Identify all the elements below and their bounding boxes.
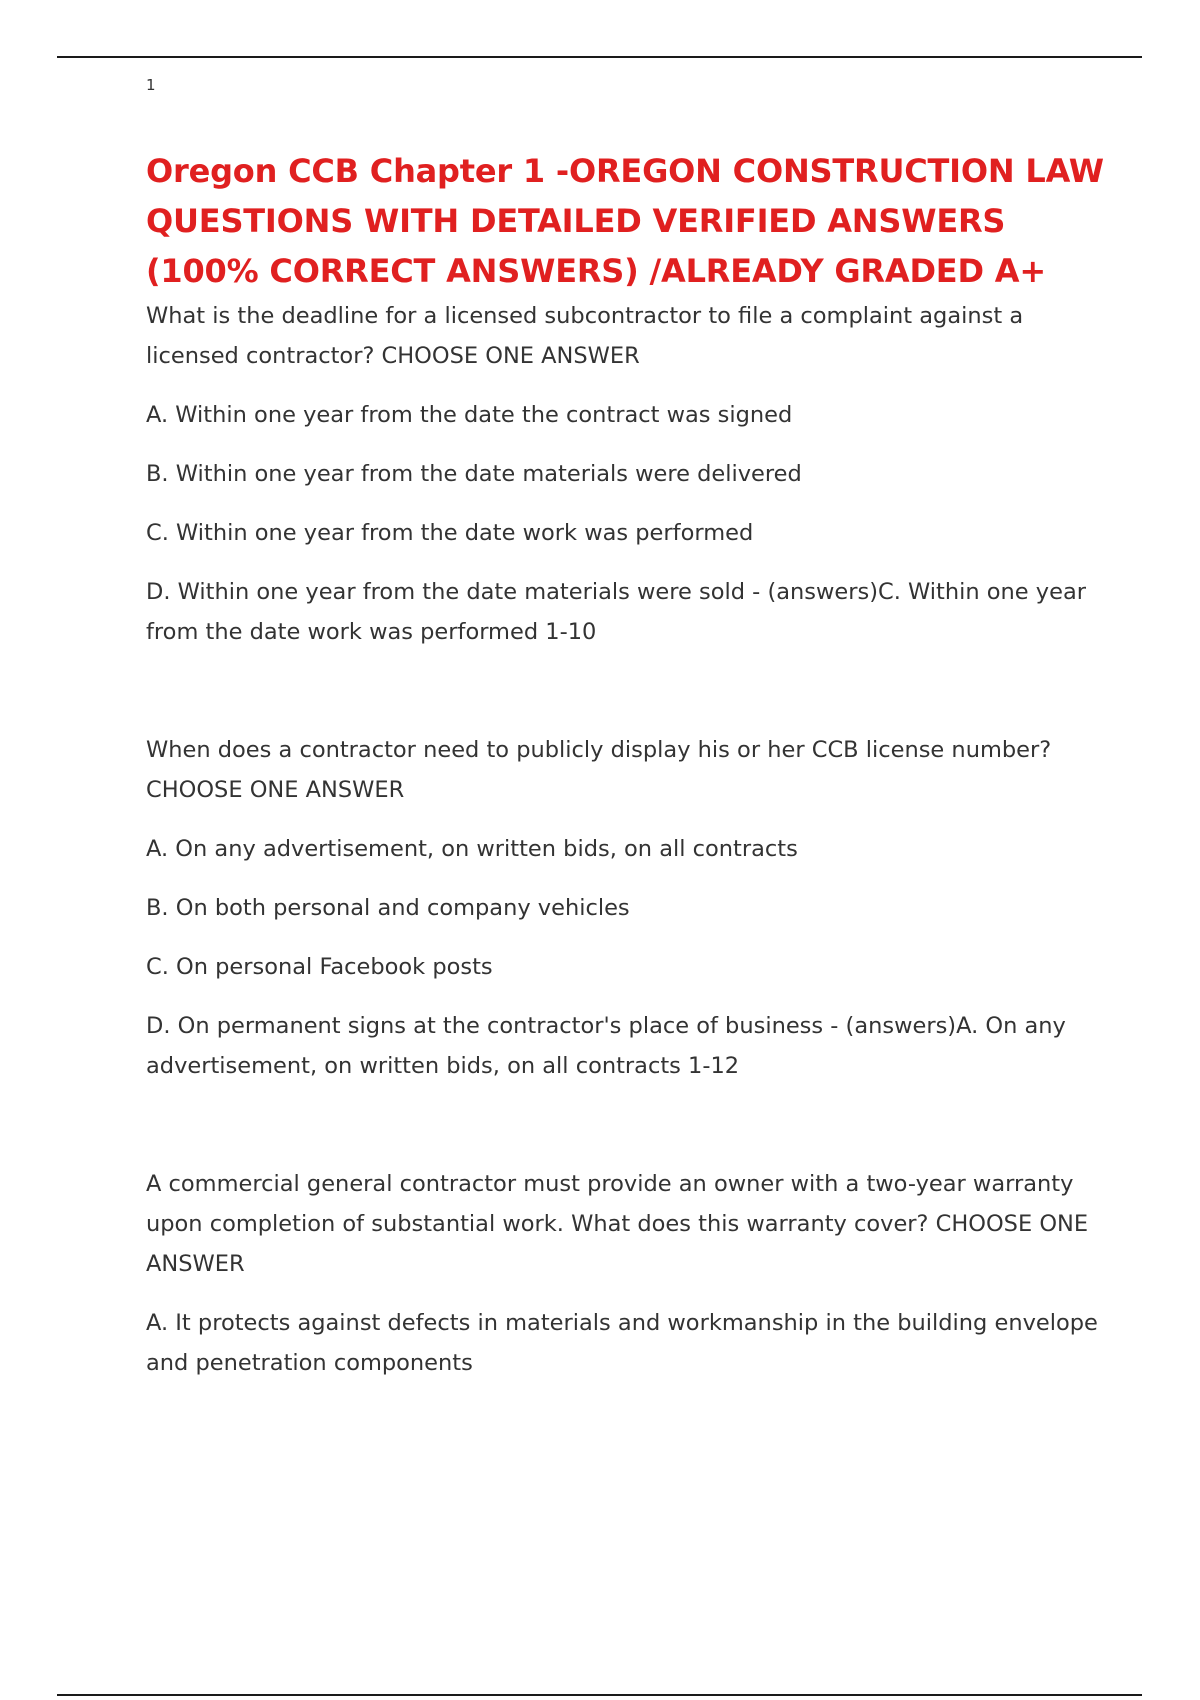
question-block-2 [146,730,1106,1086]
document-title: Oregon CCB Chapter 1 -OREGON CONSTRUCTION LAW QUESTIONS WITH DETAILED VERIFIED ANSWERS (100% CORRECT ANSWERS) /ALREADY GRADED A+ [146,152,1104,290]
answer-option-a: A. It protects against defects in materials and workmanship in the building envelope and penetration components [146,1310,1098,1376]
answer-option-a: A. On any advertisement, on written bids, on all contracts [146,836,798,862]
answer-option-d: D. On permanent signs at the contractor's place of business - (answers)A. On any advertisement, on written bids, on all contracts 1-12 [146,1013,1066,1079]
question-text: A commercial general contractor must provide an owner with a two-year warranty upon completion of substantial work. What does this warranty cover? CHOOSE ONE ANSWER [146,1171,1089,1277]
answer-option-d: D. Within one year from the date materials were sold - (answers)C. Within one year from the date work was performed 1-10 [146,579,1086,645]
answer-option-b: B. Within one year from the date materials were delivered [146,461,802,487]
answer-option-b: B. On both personal and company vehicles [146,895,630,921]
question-text: What is the deadline for a licensed subcontractor to file a complaint against a licensed contractor? CHOOSE ONE ANSWER [146,303,1024,369]
question-text: When does a contractor need to publicly display his or her CCB license number? CHOOSE ONE ANSWER [146,737,1052,803]
page-number: 1 [146,76,156,94]
question-block-3 [146,1164,1106,1383]
footer-rule [57,1694,1142,1696]
answer-option-c: C. On personal Facebook posts [146,954,493,980]
question-block-1 [146,296,1106,652]
document-body [146,146,1106,1383]
header-rule [57,56,1142,58]
answer-option-a: A. Within one year from the date the contract was signed [146,402,793,428]
answer-option-c: C. Within one year from the date work was performed [146,520,754,546]
